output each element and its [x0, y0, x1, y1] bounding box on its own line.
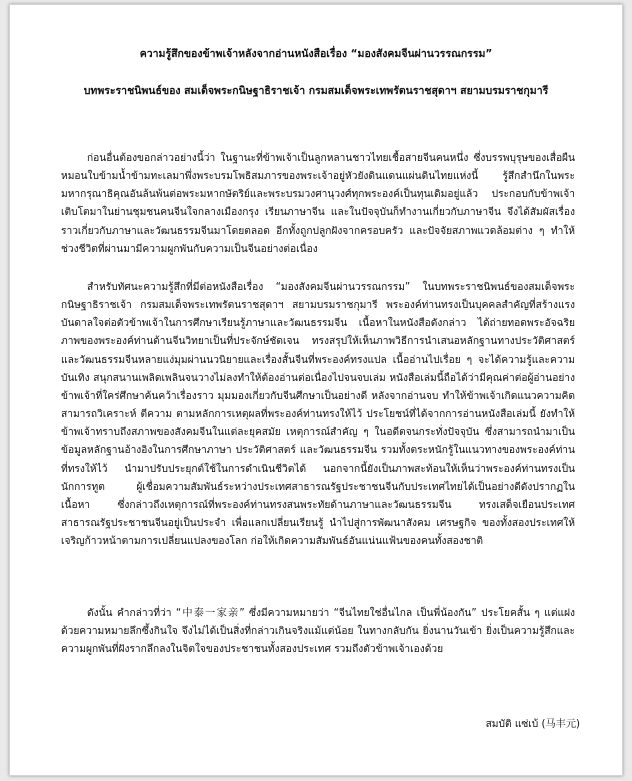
document-page — [9, 4, 623, 776]
document-subtitle: บทพระราชนิพนธ์ของ สมเด็จพระกนิษฐาธิราชเจ้า กรมสมเด็จพระเทพรัตนราชสุดาฯ สยามบรมราชกุมารี — [83, 85, 549, 97]
paragraph-text: ก่อนอื่นต้องขอกล่าวอย่างนี้ว่า ในฐานะที่ข้าพเจ้าเป็นลูกหลานชาวไทยเชื้อสายจีนคนหนึ่ง ซึ่งบรรพบุรุษของเสื่อผืนหมอนใบข้ามน้ำข้ามทะเลมาพึ่งพระบรมโพธิสมภารของพระเจ้าอยู่หัวยังดินแดนแผ่นดินไทยแห่งนี้ รู้สึกสำนึกในพระมหากรุณาธิคุณอันล้นพ้นต่อพระมหากษัตริย์และพระบรมวงศานุวงศ์ทุกพระองค์เป็นทุนเดิมอยู่แล้ว ประกอบกับข้าพเจ้าเติบโตมาในย่านชุมชนคนจีนใจกลางเมืองกรุง เรียนภาษาจีน และในปัจจุบันก็ทำงานเกี่ยวกับภาษาจีน จึงได้สัมผัสเรื่องราวเกี่ยวกับภาษาและวัฒนธรรมจีนมาโดยตลอด อีกทั้งถูกปลูกฝังจากครอบครัว และปัจจัยสภาพแวดล้อมต่าง ๆ ทำให้ช่วงชีวิตที่ผ่านมามีความผูกพันกับความเป็นจีนอย่างต่อเนื่อง — [61, 153, 575, 255]
author-signature: สมบัติ แซ่เบ้ (马丰元) — [485, 719, 580, 730]
body-paragraph-1 — [61, 150, 575, 259]
body-paragraph-3 — [61, 605, 575, 659]
document-title: ความรู้สึกของข้าพเจ้าหลังจากอ่านหนังสือเรื่อง “มองสังคมจีนผ่านวรรณกรรม” — [139, 48, 493, 60]
paragraph-text: ดังนั้น คำกล่าวที่ว่า “中泰一家亲” ซึ่งมีความหมายว่า “จีนไทยใช่อื่นไกล เป็นพี่น้องกัน” ประโยคสั้น ๆ แต่แฝงด้วยความหมายลึกซึ้งกินใจ จึงไม่ได้เป็นสิ่งที่กล่าวเกินจริงแม้แต่น้อย ในทางกลับกัน ยิ่งนานวันเข้า ยิ่งเป็นความรู้สึกและความผูกพันที่ฝังรากลึกลงในจิตใจของประชาชนทั้งสองประเทศ รวมถึงตัวข้าพเจ้าเองด้วย — [61, 608, 575, 656]
body-paragraph-2 — [61, 279, 575, 551]
paragraph-text: สำหรับทัศนะความรู้สึกที่มีต่อหนังสือเรื่อง “มองสังคมจีนผ่านวรรณกรรม” ในบทพระราชนิพนธ์ของสมเด็จพระกนิษฐาธิราชเจ้า กรมสมเด็จพระเทพรัตนราชสุดาฯ สยามบรมราชกุมารี พระองค์ท่านทรงเป็นบุคคลสำคัญที่สร้างแรงบันดาลใจต่อตัวข้าพเจ้าในการศึกษาเรียนรู้ภาษาและวัฒนธรรมจีน เนื้อหาในหนังสือดังกล่าว ได้ถ่ายทอดพระอัจฉริยภาพของพระองค์ท่านด้านจีนวิทยาเป็นที่ประจักษ์ชัดเจน ทรงสรุปให้เห็นภาพวิธีการนำเสนอหลักฐานทางประวัติศาสตร์และวัฒนธรรมจีนหลายแง่มุมผ่านนวนิยายและเรื่องสั้นจีนที่พระองค์ทรงแปล เนื้ออ่านไปเรื่อย ๆ จะได้ความรู้และความบันเทิง สนุกสนานเพลิดเพลินจนวางไม่ลงทำให้ต้องอ่านต่อเนื่องไปจนจบเล่ม หนังสือเล่มนี้ถือได้ว่ามีคุณค่าต่อผู้อ่านอย่างข้าพเจ้าที่ใคร่ศึกษาค้นคว้าเรื่องราว มุมมองเกี่ยวกับจีนศึกษาเป็นอย่างดี หลังจากอ่านจบ ทำให้ข้าพเจ้าเกิดแนวความคิด สามารถวิเคราะห์ ตีความ ตามหลักการเหตุผลที่พระองค์ท่านทรงให้ไว้ ประโยชน์ที่ได้จากการอ่านหนังสือเล่มนี้ ยังทำให้ข้าพเจ้าทราบถึงสภาพของสังคมจีนในแต่ละยุคสมัย เหตุการณ์สำคัญ ๆ ในอดีตจนกระทั่งปัจจุบัน ซึ่งสามารถนำมาเป็นข้อมูลหลักฐานอ้างอิงในการศึกษาภาษา ประวัติศาสตร์ และวัฒนธรรมจีน รวมทั้งตระหนักรู้ในแนวทางของพระองค์ท่านที่ทรงให้ไว้ นำมาปรับประยุกต์ใช้ในการดำเนินชีวิตได้ นอกจากนี้ยังเป็นภาพสะท้อนให้เห็นว่าพระองค์ท่านทรงเป็นนักการทูต ผู้เชื่อมความสัมพันธ์ระหว่างประเทศสาธารณรัฐประชาชนจีนกับประเทศไทยได้เป็นอย่างดีดังปรากฏในเนื้อหา ซึ่งกล่าวถึงเหตุการณ์ที่พระองค์ท่านทรงสนพระทัยด้านภาษาและวัฒนธรรมจีน ทรงเสด็จเยือนประเทศสาธารณรัฐประชาชนจีนอยู่เป็นประจำ เพื่อแลกเปลี่ยนเรียนรู้ นำไปสู่การพัฒนาสังคม เศรษฐกิจ ของทั้งสองประเทศให้เจริญก้าวหน้าตามการเปลี่ยนแปลงของโลก ก่อให้เกิดความสัมพันธ์อันแน่นแฟ้นของคนทั้งสองชาติ — [61, 282, 575, 548]
